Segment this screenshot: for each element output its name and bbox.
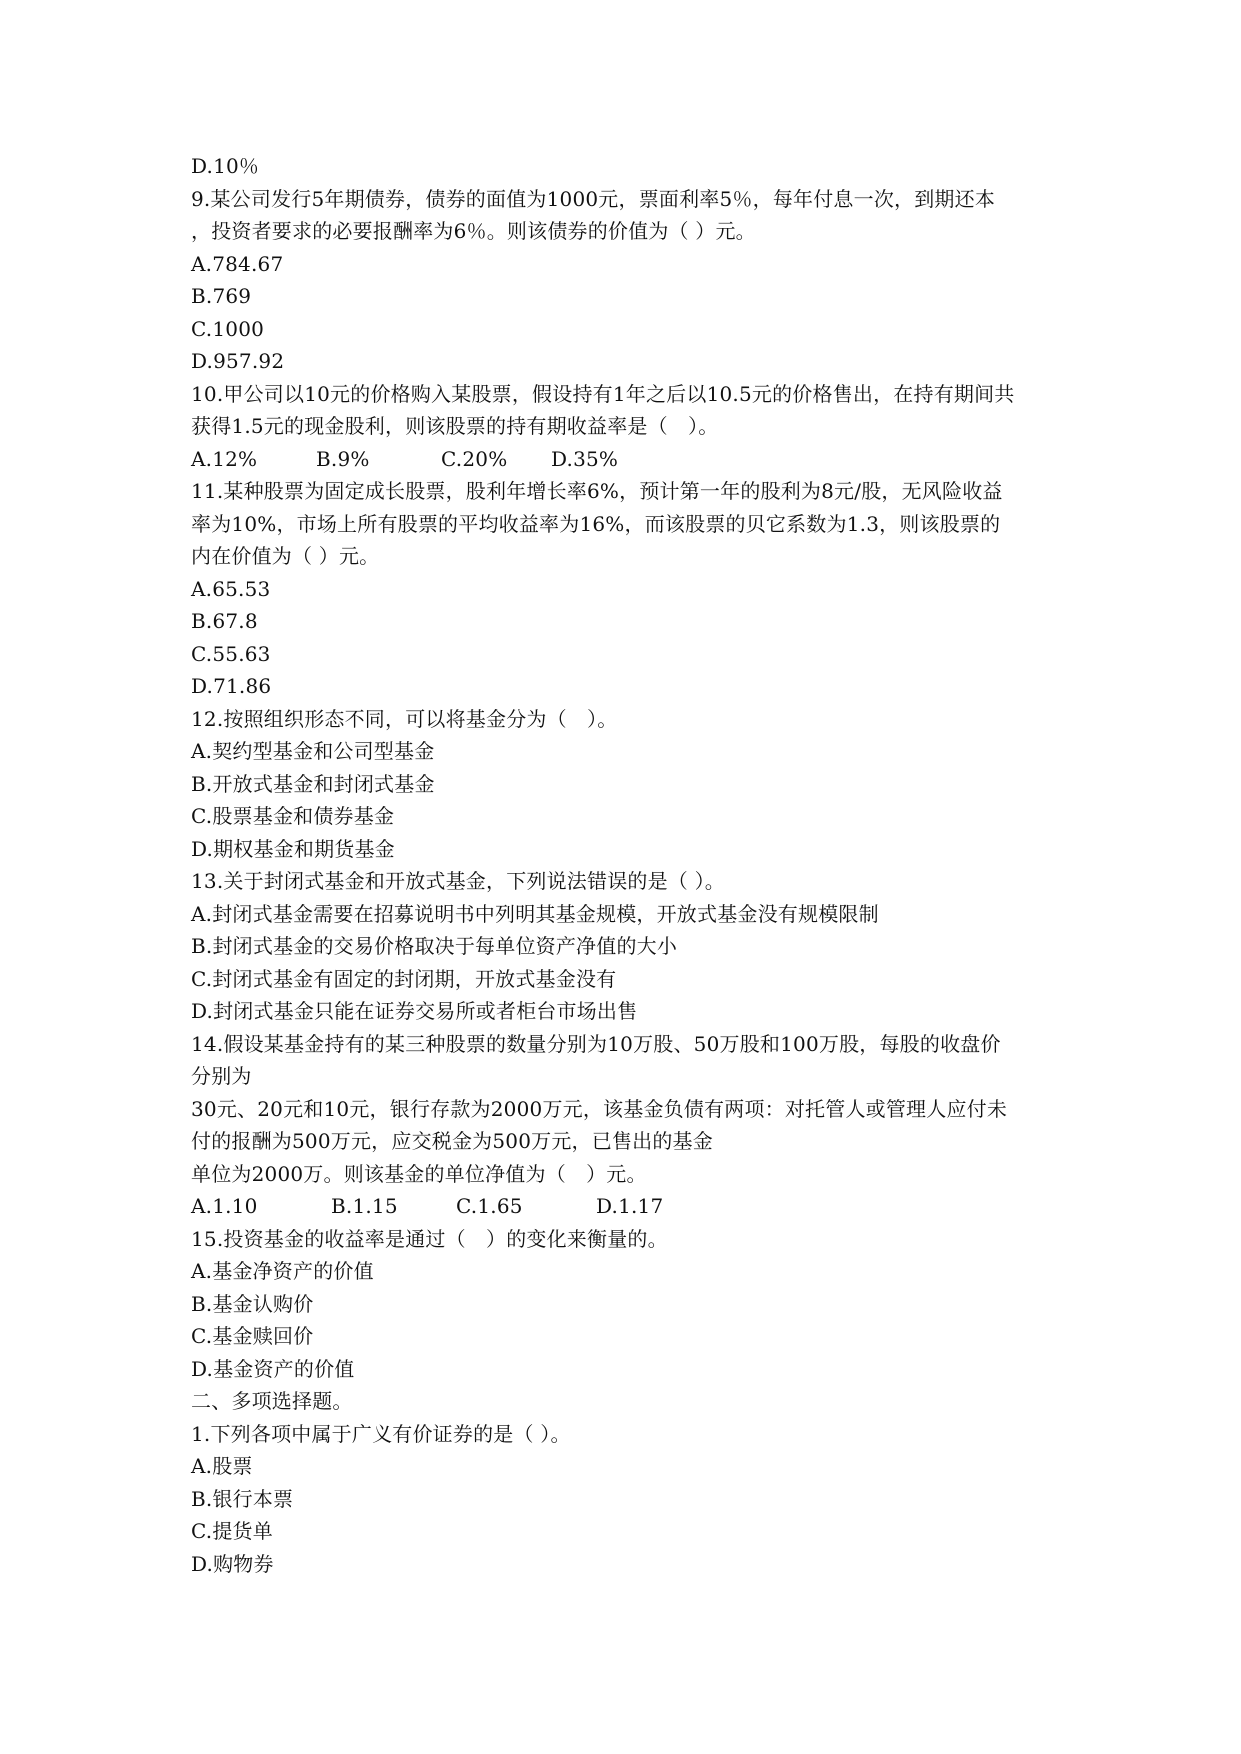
q14-option-a: A.1.10 [191,1194,258,1218]
q13-option-d: D.封闭式基金只能在证券交易所或者柜台市场出售 [191,999,638,1023]
q14-stem: 14.假设某基金持有的某三种股票的数量分别为10万股、50万股和100万股，每股的收盘价 [191,1031,1001,1056]
q11-stem-cont: 率为10%，市场上所有股票的平均收益率为16%，而该股票的贝它系数为1.3，则该股票的 [191,511,1001,536]
q14-stem-cont-3: 付的报酬为500万元，应交税金为500万元，已售出的基金 [191,1129,713,1153]
q12-option-d: D.期权基金和期货基金 [191,836,395,861]
q9-stem: 9.某公司发行5年期债券，债券的面值为1000元，票面利率5％，每年付息一次，到期还本 [191,186,996,211]
q9-option-c: C.1000 [191,316,265,341]
q14-stem-cont-4: 单位为2000万。则该基金的单位净值为（ ）元。 [191,1161,647,1186]
s2-q1-stem: 1.下列各项中属于广义有价证券的是（ ）。 [191,1421,571,1446]
q11-option-a: A.65.53 [191,576,271,601]
section-heading: 二、多项选择题。 [191,1389,353,1413]
q14-option-c: C.1.65 [456,1194,523,1218]
q8-option-d: D.10％ [191,154,260,178]
q14-option-d: D.1.17 [596,1194,664,1218]
q12-option-a: A.契约型基金和公司型基金 [191,739,435,763]
q13-stem: 13.关于封闭式基金和开放式基金，下列说法错误的是（ ）。 [191,869,725,893]
q10-option-c: C.20% [441,446,508,471]
q15-option-a: A.基金净资产的价值 [191,1259,374,1283]
q10-option-d: D.35% [551,446,619,471]
q11-stem: 11.某种股票为固定成长股票，股利年增长率6%，预计第一年的股利为8元/股，无风险收益 [191,479,1003,503]
s2-q1-option-c: C.提货单 [191,1519,273,1543]
q15-option-c: C.基金赎回价 [191,1324,314,1348]
q12-stem: 12.按照组织形态不同，可以将基金分为（ ）。 [191,706,618,731]
q9-stem-cont: ，投资者要求的必要报酬率为6％。则该债券的价值为（ ）元。 [191,219,756,243]
q10-stem-cont: 获得1.5元的现金股利，则该股票的持有期收益率是（ ）。 [191,414,719,438]
q12-option-b: B.开放式基金和封闭式基金 [191,771,435,796]
q13-option-b: B.封闭式基金的交易价格取决于每单位资产净值的大小 [191,934,678,958]
q9-option-b: B.769 [191,284,252,308]
q10-options [191,443,1071,476]
q11-stem-cont-2: 内在价值为（ ）元。 [191,544,380,568]
q14-stem-cont-2: 30元、20元和10元，银行存款为2000万元，该基金负债有两项：对托管人或管理人应付未 [191,1096,1008,1121]
q11-option-d: D.71.86 [191,674,272,698]
q9-option-a: A.784.67 [191,251,284,276]
q14-option-b: B.1.15 [331,1194,398,1218]
s2-q1-option-b: B.银行本票 [191,1486,294,1511]
q10-stem: 10.甲公司以10元的价格购入某股票，假设持有1年之后以10.5元的价格售出，在持有期间共 [191,381,1015,406]
q10-option-b: B.9% [316,446,370,471]
question-list [191,150,1071,1580]
q13-option-a: A.封闭式基金需要在招募说明书中列明其基金规模，开放式基金没有规模限制 [191,901,879,926]
q10-option-a: A.12% [191,446,258,471]
q14-stem-cont: 分别为 [191,1064,252,1088]
q14-options [191,1190,1071,1223]
q12-option-c: C.股票基金和债券基金 [191,804,395,828]
q15-option-b: B.基金认购价 [191,1291,314,1316]
q13-option-c: C.封闭式基金有固定的封闭期，开放式基金没有 [191,966,617,991]
s2-q1-option-a: A.股票 [191,1454,253,1478]
q11-option-b: B.67.8 [191,609,258,633]
s2-q1-option-d: D.购物券 [191,1551,274,1576]
q11-option-c: C.55.63 [191,641,271,666]
q15-stem: 15.投资基金的收益率是通过（ ）的变化来衡量的。 [191,1226,668,1251]
q9-option-d: D.957.92 [191,349,285,373]
q15-option-d: D.基金资产的价值 [191,1356,355,1381]
